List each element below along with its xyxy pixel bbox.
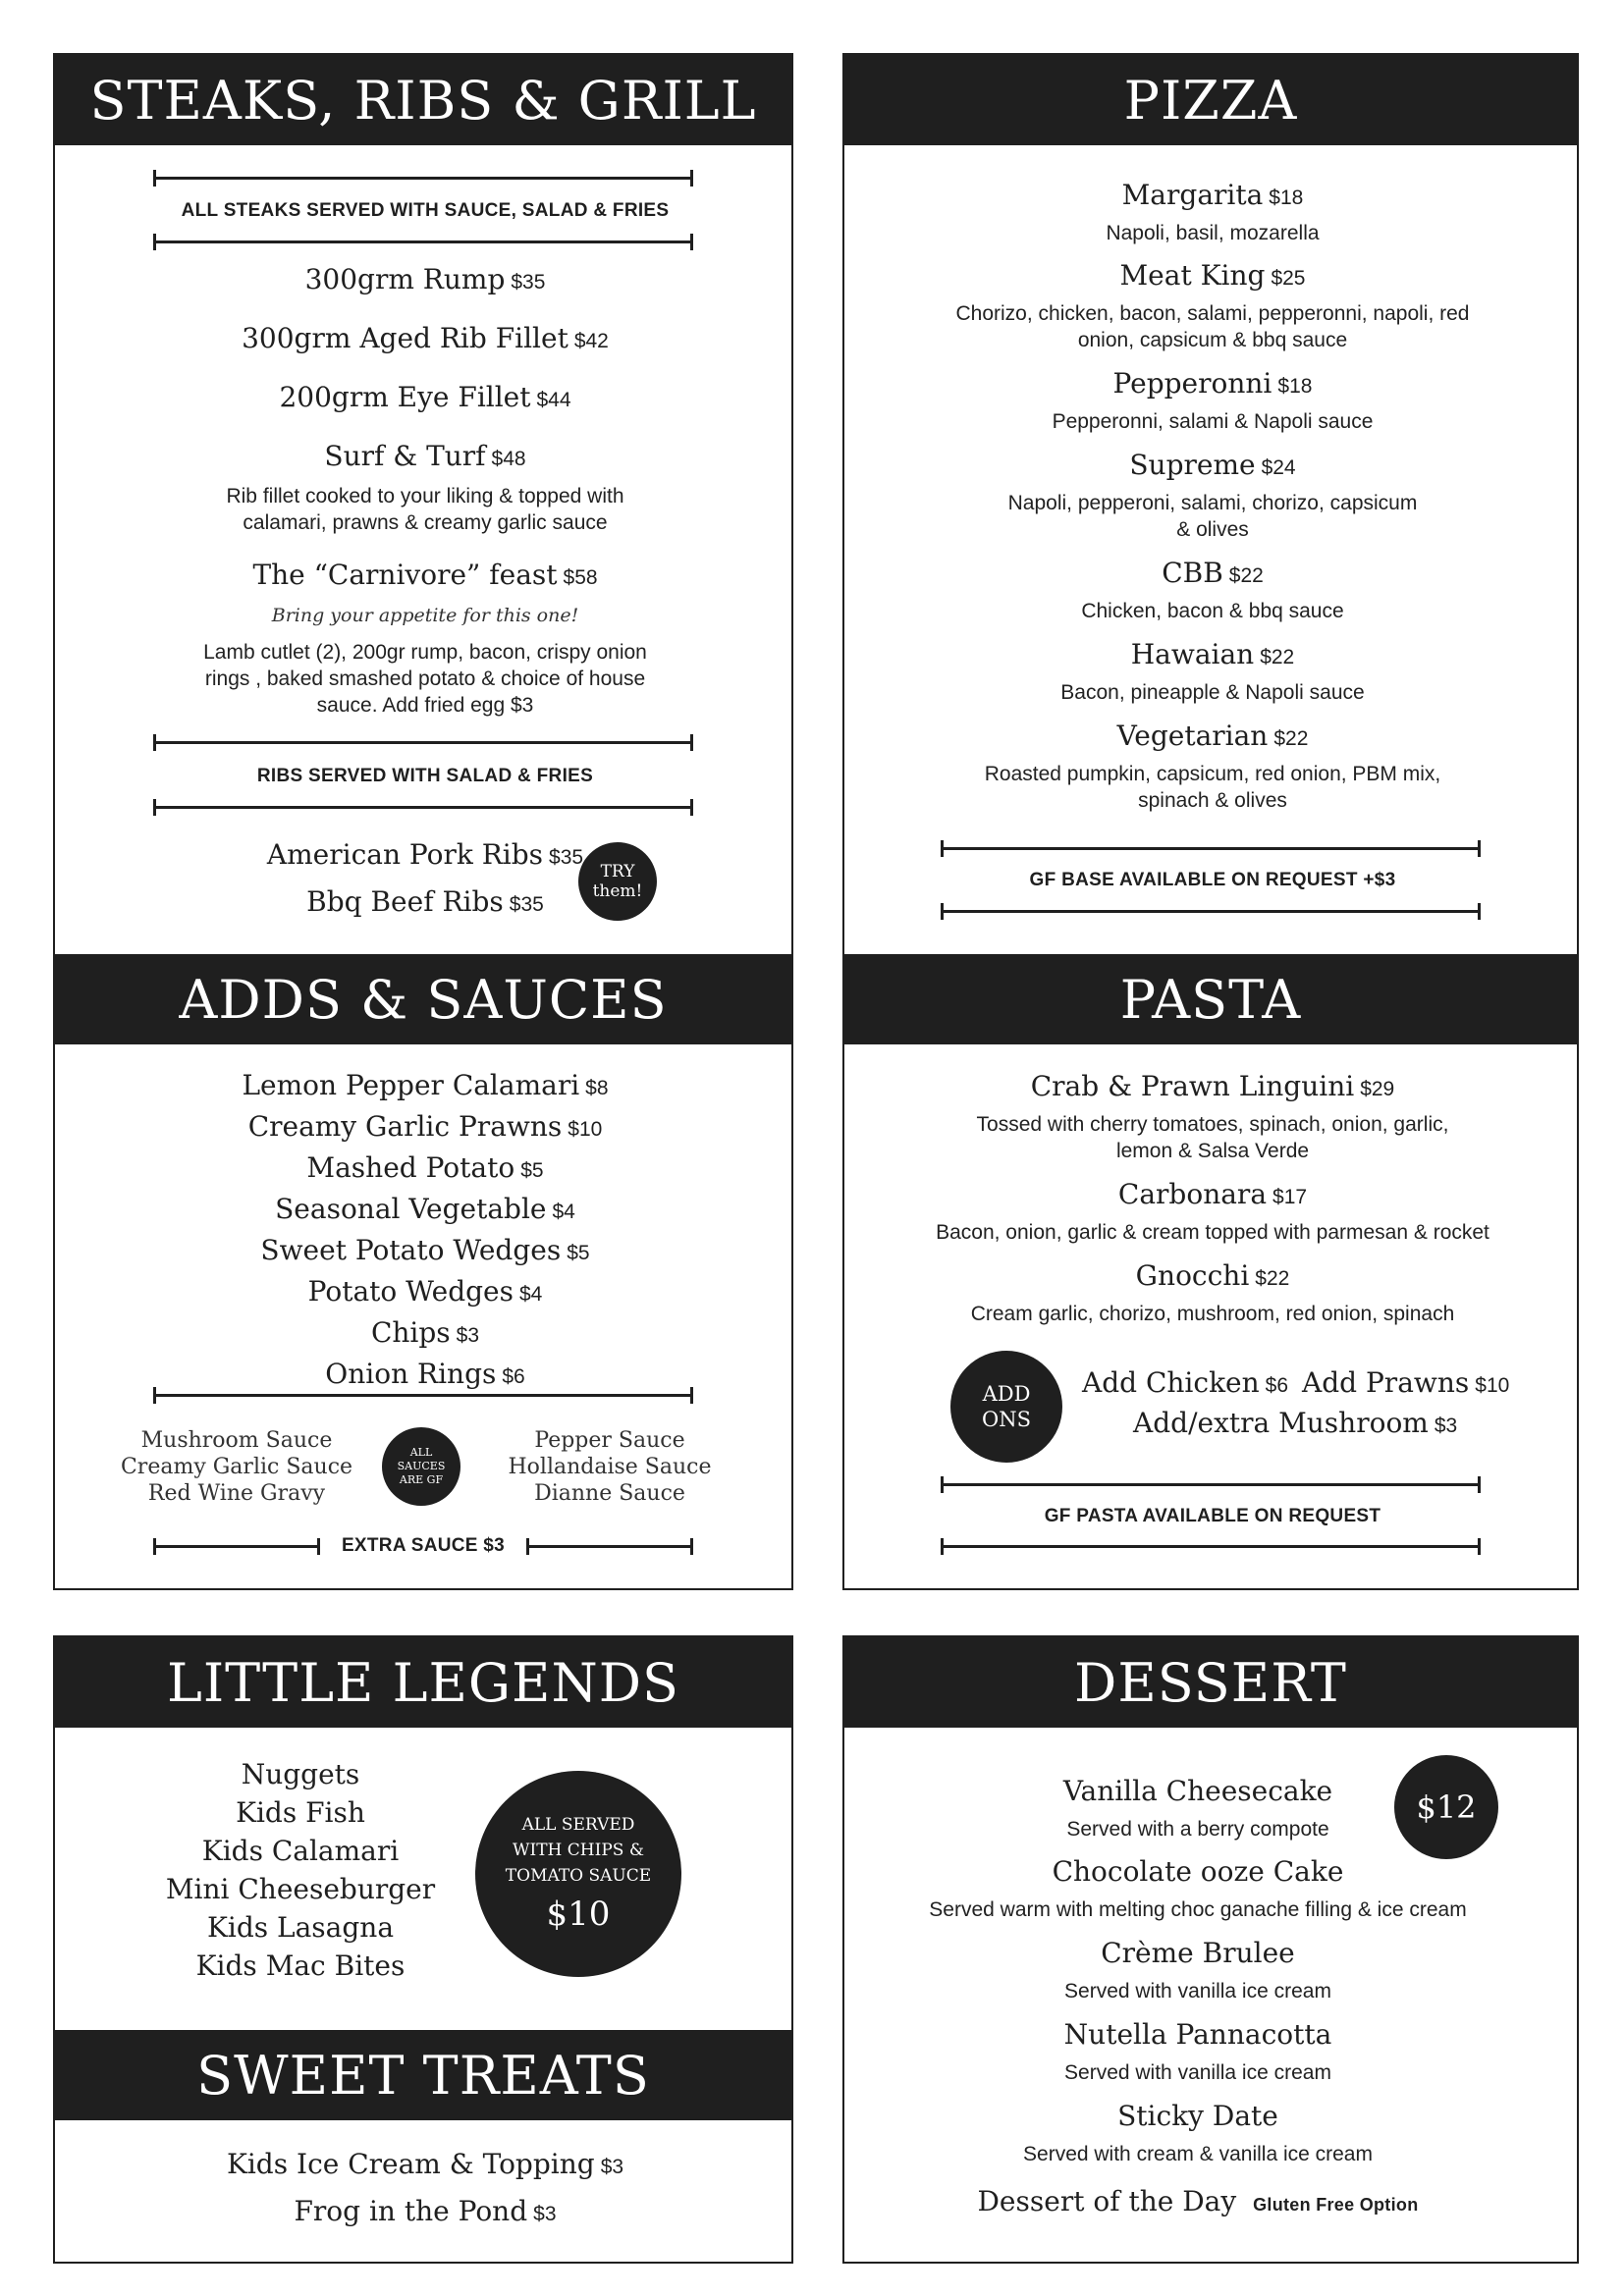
pizza-header [844, 55, 1577, 145]
list-item: Kids Calamari [201, 1835, 400, 1867]
item-price: $58 [563, 566, 598, 589]
item-name: 300grm Aged Rib Fillet [242, 322, 568, 354]
list-item: Kids Lasagna [206, 1911, 395, 1944]
menu-item [844, 449, 1579, 481]
treats-title: SWEET TREATS [196, 2044, 650, 2107]
item-name: Potato Wedges [307, 1275, 514, 1308]
item-name: Gnocchi [1135, 1259, 1250, 1292]
menu-item [55, 381, 793, 413]
kids-list [143, 1755, 458, 1985]
item-description: Lamb cutlet (2), 200gr rump, bacon, crispy onion rings , baked smashed potato & choice of house sauce. Add fried egg $3 [203, 641, 647, 717]
menu-item [55, 263, 793, 295]
item-price: $3 [533, 2203, 557, 2225]
pasta-header [844, 954, 1577, 1044]
item-description: Rib fillet cooked to your liking & topped with calamari, prawns & creamy garlic sauce [226, 485, 624, 534]
item-price: $4 [519, 1283, 543, 1306]
item-name: Meat King [1119, 259, 1266, 292]
item-name: Surf & Turf [324, 440, 486, 472]
list-item: Kids Mac Bites [195, 1949, 406, 1982]
item-price: $22 [1273, 727, 1309, 750]
item-price: $42 [573, 330, 609, 352]
item-price: $35 [509, 893, 544, 916]
badge-price: $10 [546, 1895, 611, 1934]
item-price: $6 [502, 1365, 525, 1388]
item-name: Carbonara [1117, 1178, 1268, 1210]
item-description: Served with vanilla ice cream [1064, 1980, 1331, 2002]
item-price: $3 [456, 1324, 480, 1347]
gluten-free-note: Gluten Free Option [1253, 2195, 1419, 2215]
menu-item [844, 1259, 1579, 1292]
item-description: Served warm with melting choc ganache filling & ice cream [929, 1898, 1467, 1921]
divider [153, 1394, 693, 1397]
steaks-note: ALL STEAKS SERVED WITH SAUCE, SALAD & FRIES [181, 200, 670, 221]
sauce-item: Pepper Sauce [534, 1428, 685, 1453]
item-name: Kids Ice Cream & Topping [226, 2148, 595, 2180]
menu-item [844, 1178, 1579, 1210]
menu-item [55, 322, 793, 354]
item-price: $35 [549, 846, 584, 869]
menu-item: Vanilla Cheesecake [1062, 1775, 1333, 1807]
adds-list [55, 1066, 793, 1396]
item-price: $17 [1272, 1186, 1308, 1208]
list-item [55, 1107, 793, 1148]
badge-text: them! [592, 881, 643, 901]
item-price: $8 [585, 1077, 609, 1099]
item-name: Creamy Garlic Prawns [247, 1110, 563, 1143]
pizza-panel [842, 53, 1579, 1590]
item-price: $18 [1269, 187, 1304, 209]
menu-item: Crème Brulee [1101, 1937, 1295, 1969]
divider [153, 741, 693, 744]
item-tagline: Bring your appetite for this one! [271, 605, 579, 626]
badge-price: $12 [1416, 1789, 1477, 1826]
list-item: Nuggets [241, 1758, 360, 1790]
item-price: $25 [1271, 267, 1306, 290]
item-name: Chips [370, 1316, 451, 1349]
menu-item: Nutella Pannacotta [1063, 2018, 1332, 2051]
item-description: Napoli, basil, mozarella [1106, 222, 1320, 244]
item-name: Supreme [1129, 449, 1256, 481]
item-description: Napoli, pepperoni, salami, chorizo, capsicum & olives [1007, 492, 1418, 541]
pasta-title: PASTA [1119, 968, 1302, 1031]
treats-header [55, 2030, 791, 2120]
menu-item [55, 440, 793, 472]
item-name: Crab & Prawn Linguini [1030, 1070, 1355, 1102]
item-name: Sweet Potato Wedges [260, 1234, 562, 1266]
pizza-title: PIZZA [1123, 69, 1298, 132]
list-item [55, 1355, 793, 1396]
menu-item [844, 557, 1579, 589]
item-description: Served with a berry compote [1066, 1818, 1329, 1841]
menu-item [55, 559, 793, 591]
item-description: Served with cream & vanilla ice cream [1023, 2143, 1373, 2165]
item-price: $48 [491, 448, 526, 470]
gf-pasta-note: GF PASTA AVAILABLE ON REQUEST [1044, 1506, 1381, 1526]
menu-item [55, 2195, 793, 2227]
item-description: Bacon, onion, garlic & cream topped with parmesan & rocket [936, 1221, 1489, 1244]
item-price: $22 [1255, 1267, 1290, 1290]
divider [526, 1545, 693, 1548]
ribs-note: RIBS SERVED WITH SALAD & FRIES [256, 766, 594, 786]
item-price: $35 [511, 271, 546, 294]
item-name: Vegetarian [1116, 720, 1269, 752]
item-description: Tossed with cherry tomatoes, spinach, onion, garlic, lemon & Salsa Verde [976, 1113, 1449, 1162]
sauce-item: Red Wine Gravy [147, 1481, 326, 1506]
sauce-item: Hollandaise Sauce [508, 1455, 712, 1479]
steaks-panel [53, 53, 793, 1590]
divider [941, 1545, 1481, 1548]
sauce-item: Dianne Sauce [534, 1481, 685, 1506]
item-name: Add Prawns [1302, 1366, 1470, 1399]
item-price: $10 [1475, 1374, 1510, 1397]
menu-item [55, 885, 793, 918]
sauces-right [487, 1427, 732, 1507]
list-item [55, 1313, 793, 1355]
item-name: Hawaian [1130, 638, 1255, 670]
menu-item [844, 259, 1579, 292]
divider [153, 806, 693, 809]
dessert-title: DESSERT [1074, 1651, 1347, 1714]
steaks-header [55, 55, 791, 145]
badge-text: ARE GF [399, 1473, 444, 1486]
item-description: Roasted pumpkin, capsicum, red onion, PBM mix, spinach & olives [984, 763, 1441, 812]
item-price: $3 [600, 2156, 624, 2178]
badge-text: ALL [409, 1446, 433, 1459]
menu-item [55, 838, 793, 871]
menu-item [844, 1070, 1579, 1102]
menu-item [55, 2148, 793, 2180]
menu-item: Chocolate ooze Cake [1052, 1855, 1344, 1888]
item-price: $3 [1434, 1415, 1458, 1437]
item-price: $22 [1228, 564, 1264, 587]
badge-text: TOMATO SAUCE [505, 1866, 652, 1886]
item-name: Seasonal Vegetable [275, 1193, 547, 1225]
item-name: Onion Rings [325, 1358, 497, 1390]
badge-text: TRY [600, 862, 635, 881]
item-description: Bacon, pineapple & Napoli sauce [1060, 681, 1365, 704]
adds-header [55, 954, 791, 1044]
item-name: Dessert of the Day [977, 2185, 1237, 2217]
item-name: The “Carnivore” feast [252, 559, 558, 591]
menu-item [844, 179, 1579, 211]
sauces-left [114, 1427, 359, 1507]
item-price: $44 [536, 389, 571, 411]
item-name: Add/extra Mushroom [1133, 1407, 1429, 1439]
item-name: Add Chicken [1082, 1366, 1260, 1399]
item-description: Chorizo, chicken, bacon, salami, pepperonni, napoli, red onion, capsicum & bbq sauce [955, 302, 1470, 351]
item-name: Margarita [1121, 179, 1264, 211]
kids-price-badge [475, 1771, 681, 1977]
gf-base-note: GF BASE AVAILABLE ON REQUEST +$3 [1029, 870, 1396, 890]
item-description: Served with vanilla ice cream [1064, 2061, 1331, 2084]
divider [153, 240, 693, 243]
badge-text: ONS [982, 1408, 1031, 1431]
item-price: $18 [1277, 375, 1313, 398]
item-price: $5 [567, 1242, 590, 1264]
divider [153, 177, 693, 180]
list-item [55, 1231, 793, 1272]
list-item [55, 1190, 793, 1231]
try-them-badge [578, 842, 657, 921]
badge-text: ADD [982, 1382, 1031, 1406]
item-name: 300grm Rump [304, 263, 506, 295]
dessert-price-badge [1394, 1755, 1498, 1859]
item-price: $29 [1360, 1078, 1395, 1100]
item-name: Lemon Pepper Calamari [242, 1069, 580, 1101]
item-name: Pepperonni [1112, 367, 1272, 400]
extra-sauce-note: EXTRA SAUCE $3 [341, 1535, 506, 1556]
dessert-header [844, 1637, 1577, 1728]
add-ons-badge [950, 1351, 1062, 1463]
divider [153, 1545, 320, 1548]
item-name: Frog in the Pond [294, 2195, 528, 2227]
list-item [55, 1066, 793, 1107]
add-on-item [1082, 1366, 1288, 1399]
list-item: Kids Fish [236, 1796, 365, 1829]
dessert-panel [842, 1635, 1579, 2264]
list-item: Mini Cheeseburger [165, 1873, 436, 1905]
kids-title: LITTLE LEGENDS [166, 1651, 680, 1714]
kids-panel [53, 1635, 793, 2264]
gf-badge [382, 1427, 460, 1506]
item-description: Cream garlic, chorizo, mushroom, red onion, spinach [970, 1303, 1455, 1325]
sauce-item: Mushroom Sauce [140, 1428, 333, 1453]
extra-sauce-row [153, 1535, 693, 1559]
menu-item [844, 638, 1579, 670]
menu-item: Sticky Date [1117, 2100, 1278, 2132]
divider [941, 910, 1481, 913]
menu-item [844, 367, 1579, 400]
item-price: $4 [552, 1201, 575, 1223]
divider [941, 847, 1481, 850]
item-price: $10 [568, 1118, 603, 1141]
item-price: $24 [1261, 456, 1296, 479]
list-item [55, 1148, 793, 1190]
badge-text: WITH CHIPS & [513, 1841, 644, 1860]
sauce-item: Creamy Garlic Sauce [120, 1455, 353, 1479]
add-on-item [1133, 1407, 1457, 1439]
divider [941, 1483, 1481, 1486]
steaks-title: STEAKS, RIBS & GRILL [89, 69, 757, 132]
item-name: 200grm Eye Fillet [279, 381, 531, 413]
kids-header [55, 1637, 791, 1728]
item-price: $6 [1265, 1374, 1288, 1397]
item-description: Chicken, bacon & bbq sauce [1081, 600, 1344, 622]
adds-title: ADDS & SAUCES [179, 968, 668, 1031]
menu-item [844, 720, 1579, 752]
menu-item [844, 2185, 1551, 2217]
item-name: Bbq Beef Ribs [306, 885, 504, 918]
badge-text: SAUCES [397, 1460, 446, 1472]
item-name: Mashed Potato [306, 1151, 515, 1184]
item-price: $5 [520, 1159, 544, 1182]
badge-text: ALL SERVED [521, 1815, 635, 1835]
item-description: Pepperonni, salami & Napoli sauce [1052, 410, 1374, 433]
item-name: CBB [1162, 557, 1223, 589]
item-name: American Pork Ribs [266, 838, 544, 871]
item-price: $22 [1260, 646, 1295, 668]
list-item [55, 1272, 793, 1313]
add-on-item [1302, 1366, 1509, 1399]
